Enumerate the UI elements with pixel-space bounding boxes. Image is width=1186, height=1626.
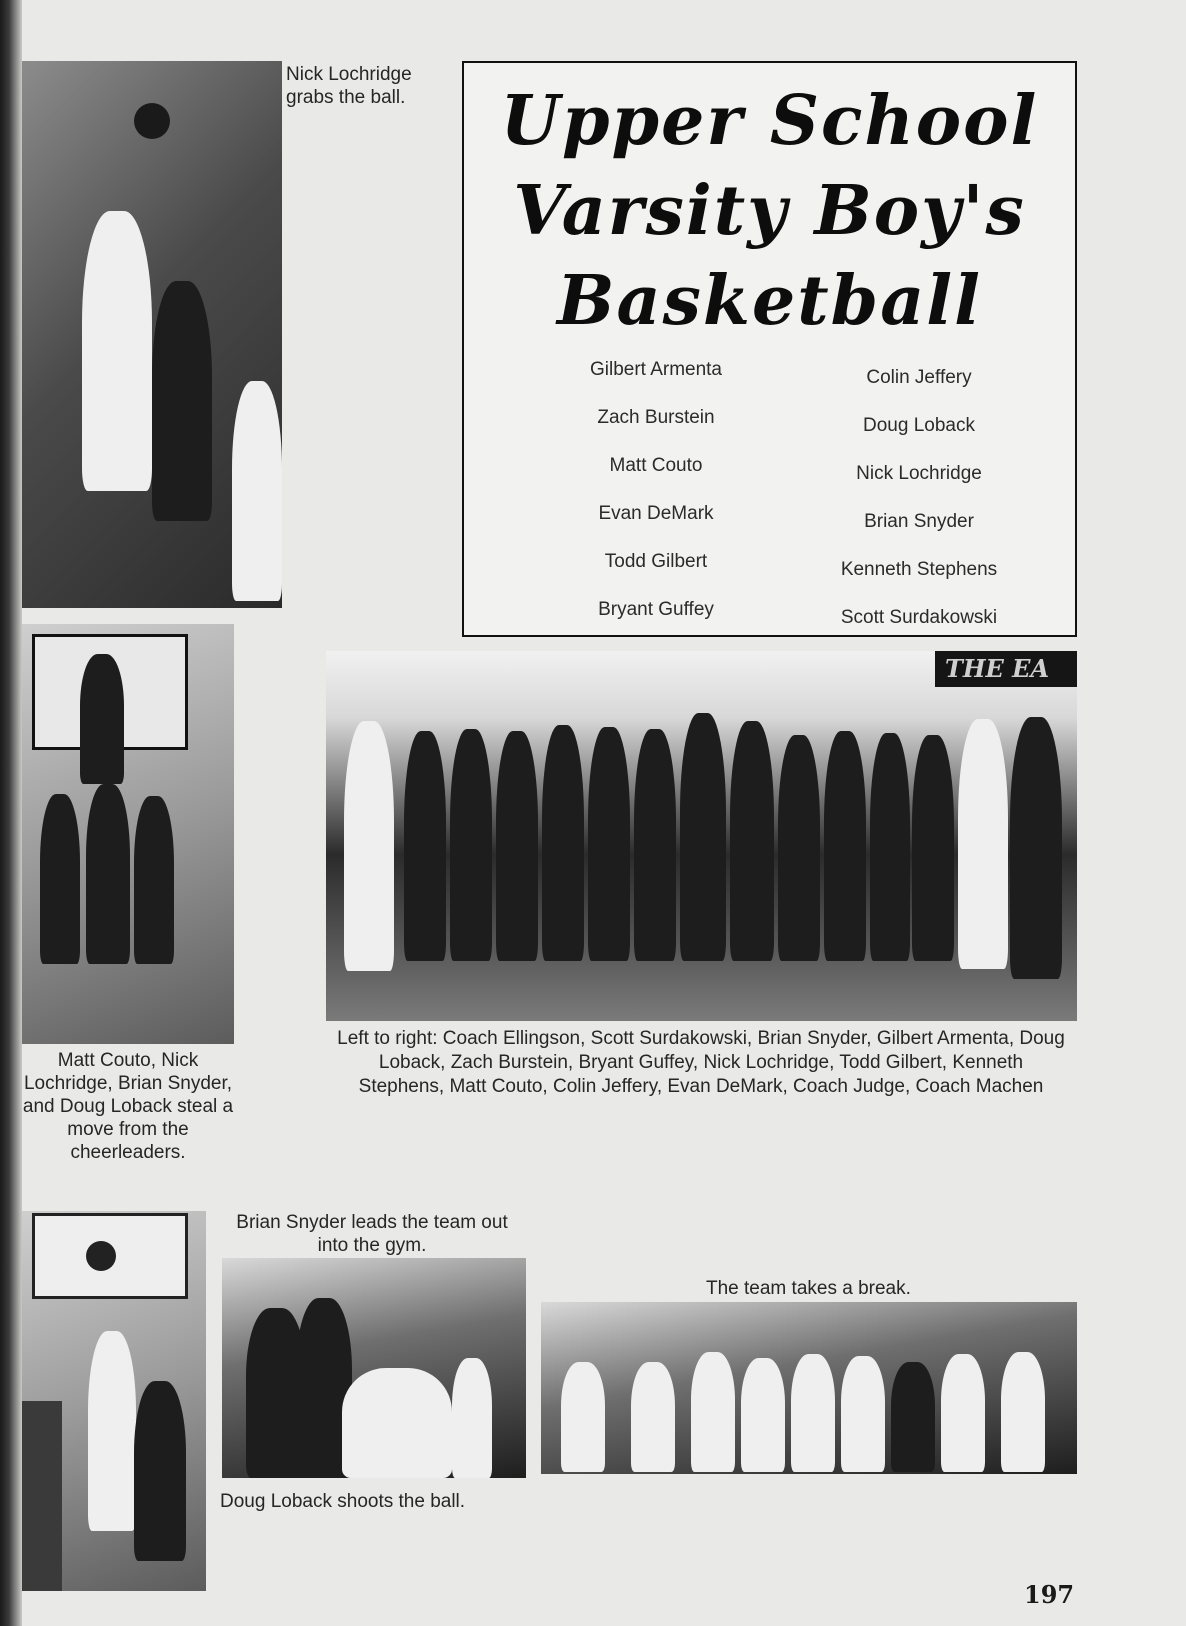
roster-name: Todd Gilbert [604, 551, 708, 572]
player-figure [404, 731, 446, 961]
roster-name: Gilbert Armenta [590, 359, 722, 380]
coach-figure [1010, 717, 1062, 979]
caption-brian-leads: Brian Snyder leads the team out into the gym. [236, 1212, 508, 1256]
player-figure [730, 721, 774, 961]
player-figure [824, 731, 866, 961]
roster-name: Matt Couto [609, 455, 703, 476]
player-figure [496, 731, 538, 961]
player-figure [86, 784, 130, 964]
player-figure [80, 654, 124, 784]
book-spine-shadow [0, 0, 22, 1626]
page-title-line1: Upper School [500, 81, 1039, 161]
roster-name: Colin Jeffery [866, 367, 972, 388]
caption-team-photo: Left to right: Coach Ellingson, Scott Surdakowski, Brian Snyder, Gilbert Armenta, Doug Loback, Zach Burstein, Bryant Guffey, Nick Lochridge, Todd Gilbert, Kenneth Stephens, Matt Couto, Colin Jeffery, Evan DeMark, Coach Judge, Coach Machen [337, 1028, 1065, 1097]
roster-name: Kenneth Stephens [840, 559, 998, 580]
coach-figure [958, 719, 1008, 969]
player-figure [152, 281, 212, 521]
player-figure [680, 713, 726, 961]
photo-brian-leads [222, 1258, 526, 1478]
page-title-line2: Varsity Boy's [513, 171, 1026, 251]
page-title-line3: Basketball [557, 261, 982, 341]
basketball [86, 1241, 116, 1271]
title-roster-box [462, 61, 1077, 637]
photo-doug-shoots [22, 1211, 206, 1591]
player-figure [561, 1362, 605, 1472]
player-figure [232, 381, 282, 601]
player-figure [134, 1381, 186, 1561]
basketball [134, 103, 170, 139]
coach-figure [344, 721, 394, 971]
player-figure [82, 211, 152, 491]
photo-team-break [541, 1302, 1077, 1474]
player-figure [941, 1354, 985, 1472]
player-figure [841, 1356, 885, 1472]
caption-nick-grabs-ball: Nick Lochridge grabs the ball. [286, 64, 412, 108]
player-figure [741, 1358, 785, 1472]
page-number: 197 [1024, 1580, 1075, 1609]
photo-nick-grabs-ball [22, 61, 282, 608]
player-figure [631, 1362, 675, 1472]
player-figure [542, 725, 584, 961]
player-figure [634, 729, 676, 961]
player-figure [778, 735, 820, 961]
player-figure [1001, 1352, 1045, 1472]
player-figure [450, 729, 492, 961]
player-figure [870, 733, 910, 961]
roster-name: Brian Snyder [864, 511, 974, 532]
player-figure [691, 1352, 735, 1472]
roster-name: Zach Burstein [597, 407, 715, 428]
roster-name: Doug Loback [863, 415, 975, 436]
player-figure [88, 1331, 136, 1531]
player-figure [134, 796, 174, 964]
caption-cheer-pyramid: Matt Couto, Nick Lochridge, Brian Snyder, and Doug Loback steal a move from the cheerleaders. [22, 1050, 234, 1163]
caption-team-break: The team takes a break. [706, 1278, 911, 1299]
player-figure [342, 1368, 452, 1478]
roster-name: Bryant Guffey [598, 599, 714, 620]
roster-name: Scott Surdakowski [840, 607, 998, 628]
player-figure [40, 794, 80, 964]
player-figure [791, 1354, 835, 1472]
eagles-banner [22, 1401, 62, 1591]
caption-doug-shoots: Doug Loback shoots the ball. [220, 1491, 466, 1512]
roster-name: Evan DeMark [598, 503, 714, 524]
gym-banner: THE EA [935, 651, 1077, 687]
roster-name: Nick Lochridge [856, 463, 982, 484]
player-figure [452, 1358, 492, 1478]
player-figure [912, 735, 954, 961]
player-figure [891, 1362, 935, 1472]
photo-cheer-pyramid [22, 624, 234, 1044]
photo-team-group [326, 651, 1077, 1021]
player-figure [588, 727, 630, 961]
